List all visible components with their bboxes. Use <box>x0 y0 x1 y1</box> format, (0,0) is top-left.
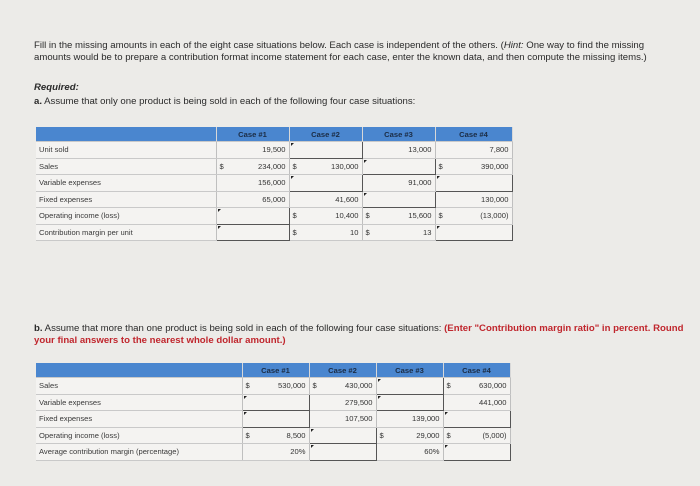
header-blank <box>36 363 242 378</box>
currency-symbol: $ <box>376 427 390 444</box>
row-label-variable-expenses: Variable expenses <box>36 394 242 411</box>
input-average-contribution-margin-percentage-case-2[interactable] <box>309 444 376 461</box>
row-label-unit-sold: Unit sold <box>36 142 216 159</box>
currency-symbol <box>309 411 323 428</box>
value-operating-income-loss-case-3: 15,600 <box>376 208 435 225</box>
table-row <box>36 142 512 159</box>
table-row <box>36 427 510 444</box>
value-unit-sold-case-4: 7,800 <box>449 142 512 159</box>
currency-symbol: $ <box>216 158 230 175</box>
multi-product-table <box>36 363 511 461</box>
table-row <box>36 158 512 175</box>
value-sales-case-1: 234,000 <box>230 158 289 175</box>
row-label-average-contribution-margin-percentage: Average contribution margin (percentage) <box>36 444 242 461</box>
value-variable-expenses-case-2: 279,500 <box>323 394 376 411</box>
input-contribution-margin-per-unit-case-1[interactable] <box>216 224 289 241</box>
value-operating-income-loss-case-4: (13,000) <box>449 208 512 225</box>
intro-part1: Fill in the missing amounts in each of the eight case situations below. Each case is independent of the others. ( <box>34 40 504 51</box>
value-fixed-expenses-case-2: 41,600 <box>303 191 362 208</box>
header-case-1: Case #1 <box>216 127 289 142</box>
single-product-table <box>36 127 513 241</box>
row-label-fixed-expenses: Fixed expenses <box>36 191 216 208</box>
currency-symbol: $ <box>289 224 303 241</box>
table-a-body <box>36 142 512 241</box>
value-sales-case-2: 130,000 <box>303 158 362 175</box>
input-fixed-expenses-case-1[interactable] <box>242 411 309 428</box>
required-heading: Required: <box>34 82 79 93</box>
header-case-1: Case #1 <box>242 363 309 378</box>
table-header-row <box>36 363 510 378</box>
input-average-contribution-margin-percentage-case-4[interactable] <box>443 444 510 461</box>
input-fixed-expenses-case-3[interactable] <box>362 191 435 208</box>
currency-symbol: $ <box>309 378 323 395</box>
row-label-sales: Sales <box>36 158 216 175</box>
value-unit-sold-case-1: 19,500 <box>230 142 289 159</box>
currency-symbol <box>376 411 390 428</box>
currency-symbol: $ <box>443 378 457 395</box>
part-b-text: Assume that more than one product is being sold in each of the following four case situations: <box>42 323 445 334</box>
value-average-contribution-margin-percentage-case-3: 60% <box>390 444 443 461</box>
table-row <box>36 224 512 241</box>
currency-symbol: $ <box>443 427 457 444</box>
currency-symbol <box>216 175 230 192</box>
table-row <box>36 411 510 428</box>
part-a-text: Assume that only one product is being sold in each of the following four case situations: <box>42 96 416 107</box>
currency-symbol <box>435 191 449 208</box>
value-fixed-expenses-case-1: 65,000 <box>230 191 289 208</box>
value-sales-case-2: 430,000 <box>323 378 376 395</box>
currency-symbol <box>376 444 390 461</box>
value-operating-income-loss-case-2: 10,400 <box>303 208 362 225</box>
input-variable-expenses-case-1[interactable] <box>242 394 309 411</box>
currency-symbol: $ <box>242 378 256 395</box>
currency-symbol: $ <box>435 208 449 225</box>
currency-symbol <box>216 191 230 208</box>
currency-symbol: $ <box>435 158 449 175</box>
table-header-row <box>36 127 512 142</box>
value-variable-expenses-case-3: 91,000 <box>376 175 435 192</box>
hint-label: Hint: <box>503 40 524 51</box>
input-operating-income-loss-case-2[interactable] <box>309 427 376 444</box>
header-case-3: Case #3 <box>376 363 443 378</box>
currency-symbol <box>362 175 376 192</box>
row-label-operating-income-loss: Operating income (loss) <box>36 208 216 225</box>
table-row <box>36 175 512 192</box>
value-fixed-expenses-case-2: 107,500 <box>323 411 376 428</box>
row-label-variable-expenses: Variable expenses <box>36 175 216 192</box>
currency-symbol <box>216 142 230 159</box>
row-label-fixed-expenses: Fixed expenses <box>36 411 242 428</box>
currency-symbol <box>435 142 449 159</box>
currency-symbol <box>443 394 457 411</box>
table-row <box>36 394 510 411</box>
row-label-sales: Sales <box>36 378 242 395</box>
value-average-contribution-margin-percentage-case-1: 20% <box>256 444 309 461</box>
input-contribution-margin-per-unit-case-4[interactable] <box>435 224 512 241</box>
part-b-instructions <box>34 323 684 346</box>
row-label-operating-income-loss: Operating income (loss) <box>36 427 242 444</box>
table-row <box>36 191 512 208</box>
header-case-2: Case #2 <box>289 127 362 142</box>
value-fixed-expenses-case-3: 139,000 <box>390 411 443 428</box>
instructions-text <box>34 40 674 63</box>
value-sales-case-4: 390,000 <box>449 158 512 175</box>
value-operating-income-loss-case-3: 29,000 <box>390 427 443 444</box>
currency-symbol <box>309 394 323 411</box>
currency-symbol: $ <box>362 208 376 225</box>
input-sales-case-3[interactable] <box>362 158 435 175</box>
currency-symbol <box>242 444 256 461</box>
part-b-prefix: b. <box>34 323 43 334</box>
currency-symbol: $ <box>289 158 303 175</box>
value-variable-expenses-case-1: 156,000 <box>230 175 289 192</box>
currency-symbol: $ <box>362 224 376 241</box>
header-case-4: Case #4 <box>435 127 512 142</box>
part-a-instructions <box>34 96 415 107</box>
value-sales-case-4: 630,000 <box>457 378 510 395</box>
table-b-body <box>36 378 510 461</box>
currency-symbol <box>362 142 376 159</box>
currency-symbol <box>289 191 303 208</box>
table-row <box>36 378 510 395</box>
table-row <box>36 444 510 461</box>
header-case-3: Case #3 <box>362 127 435 142</box>
header-case-4: Case #4 <box>443 363 510 378</box>
value-fixed-expenses-case-4: 130,000 <box>449 191 512 208</box>
value-operating-income-loss-case-4: (5,000) <box>457 427 510 444</box>
currency-symbol: $ <box>289 208 303 225</box>
input-variable-expenses-case-2[interactable] <box>289 175 362 192</box>
header-blank <box>36 127 216 142</box>
value-variable-expenses-case-4: 441,000 <box>457 394 510 411</box>
part-a-prefix: a. <box>34 96 43 107</box>
value-contribution-margin-per-unit-case-3: 13 <box>376 224 435 241</box>
value-unit-sold-case-3: 13,000 <box>376 142 435 159</box>
value-sales-case-1: 530,000 <box>256 378 309 395</box>
table-row <box>36 208 512 225</box>
input-variable-expenses-case-3[interactable] <box>376 394 443 411</box>
value-contribution-margin-per-unit-case-2: 10 <box>303 224 362 241</box>
input-operating-income-loss-case-1[interactable] <box>216 208 289 225</box>
part-b-note: (Enter "Contribution margin ratio" in percent. Round your final answers to the nearest whole dollar amount.) <box>34 323 684 346</box>
value-operating-income-loss-case-1: 8,500 <box>256 427 309 444</box>
header-case-2: Case #2 <box>309 363 376 378</box>
input-sales-case-3[interactable] <box>376 378 443 395</box>
intro-part2: One way to find the missing amounts would be to prepare a contribution format income statement for each case, enter the known data, and then compute the missing items.) <box>34 40 647 63</box>
input-variable-expenses-case-4[interactable] <box>435 175 512 192</box>
input-unit-sold-case-2[interactable] <box>289 142 362 159</box>
row-label-contribution-margin-per-unit: Contribution margin per unit <box>36 224 216 241</box>
input-fixed-expenses-case-4[interactable] <box>443 411 510 428</box>
currency-symbol: $ <box>242 427 256 444</box>
